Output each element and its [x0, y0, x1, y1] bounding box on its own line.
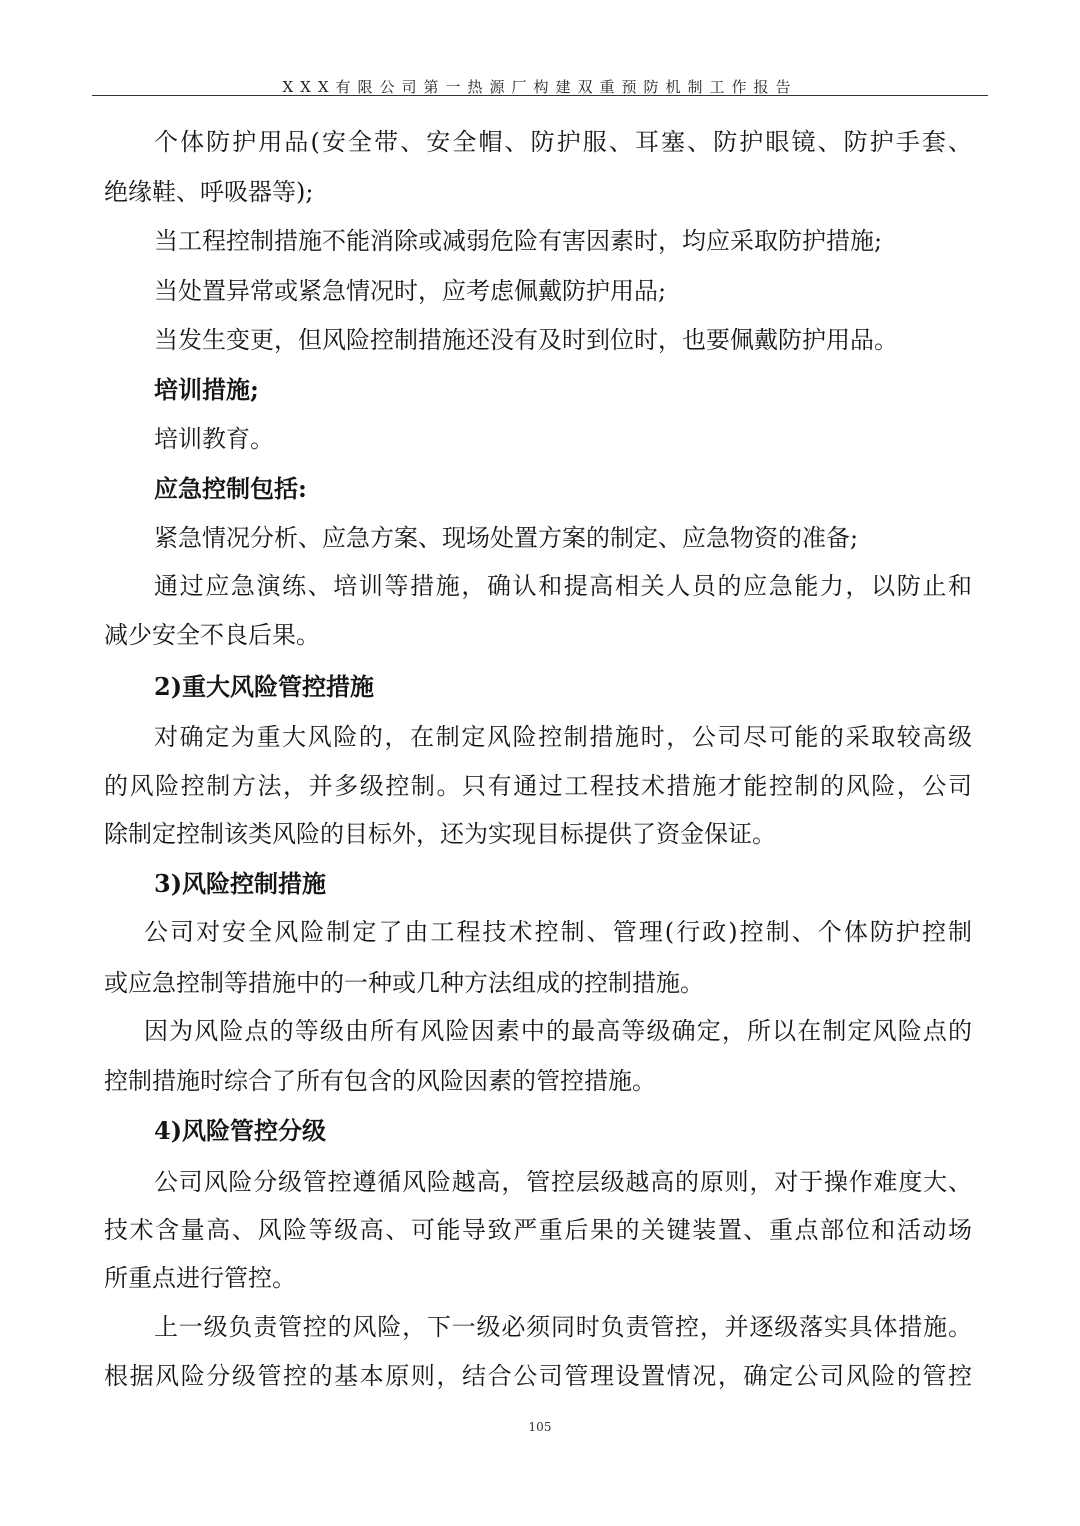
paragraph-line: 上一级负责管控的风险，下一级必须同时负责管控，并逐级落实具体措施。 [154, 1313, 972, 1341]
paragraph-line: 个体防护用品(安全带、安全帽、防护服、耳塞、防护眼镜、防护手套、 [154, 128, 972, 156]
section-heading: 4)风险管控分级 [154, 1116, 327, 1145]
paragraph-line: 减少安全不良后果。 [104, 621, 320, 649]
paragraph-line: 所重点进行管控。 [104, 1264, 296, 1292]
paragraph-line: 紧急情况分析、应急方案、现场处置方案的制定、应急物资的准备; [154, 524, 859, 552]
header-title: XXX有限公司第一热源厂构建双重预防机制工作报告 [282, 78, 798, 96]
paragraph-line: 因为风险点的等级由所有风险因素中的最高等级确定，所以在制定风险点的 [144, 1017, 972, 1045]
subheading: 培训措施; [154, 375, 259, 404]
paragraph-line: 通过应急演练、培训等措施，确认和提高相关人员的应急能力，以防止和 [154, 572, 972, 600]
paragraph-line: 当处置异常或紧急情况时，应考虑佩戴防护用品; [154, 277, 667, 305]
paragraph-line: 绝缘鞋、呼吸器等); [104, 178, 314, 206]
paragraph-line: 对确定为重大风险的，在制定风险控制措施时，公司尽可能的采取较高级 [154, 723, 972, 751]
paragraph-line: 当工程控制措施不能消除或减弱危险有害因素时，均应采取防护措施; [154, 227, 883, 255]
paragraph-line: 技术含量高、风险等级高、可能导致严重后果的关键装置、重点部位和活动场 [104, 1216, 972, 1244]
paragraph-line: 或应急控制等措施中的一种或几种方法组成的控制措施。 [104, 969, 704, 997]
paragraph-line: 的风险控制方法，并多级控制。只有通过工程技术措施才能控制的风险，公司 [104, 772, 972, 800]
subheading: 应急控制包括: [154, 474, 307, 503]
section-heading: 3)风险控制措施 [154, 869, 327, 898]
header-divider [92, 95, 988, 96]
paragraph-line: 根据风险分级管控的基本原则，结合公司管理设置情况，确定公司风险的管控 [104, 1362, 972, 1390]
paragraph-line: 公司对安全风险制定了由工程技术控制、管理(行政)控制、个体防护控制 [144, 918, 972, 946]
page-number: 105 [528, 1420, 552, 1434]
section-heading: 2)重大风险管控措施 [154, 672, 375, 701]
paragraph-line: 公司风险分级管控遵循风险越高，管控层级越高的原则，对于操作难度大、 [154, 1168, 972, 1196]
paragraph-line: 培训教育。 [154, 425, 274, 453]
paragraph-line: 当发生变更，但风险控制措施还没有及时到位时，也要佩戴防护用品。 [154, 326, 898, 354]
paragraph-line: 除制定控制该类风险的目标外，还为实现目标提供了资金保证。 [104, 820, 776, 848]
paragraph-line: 控制措施时综合了所有包含的风险因素的管控措施。 [104, 1067, 656, 1095]
